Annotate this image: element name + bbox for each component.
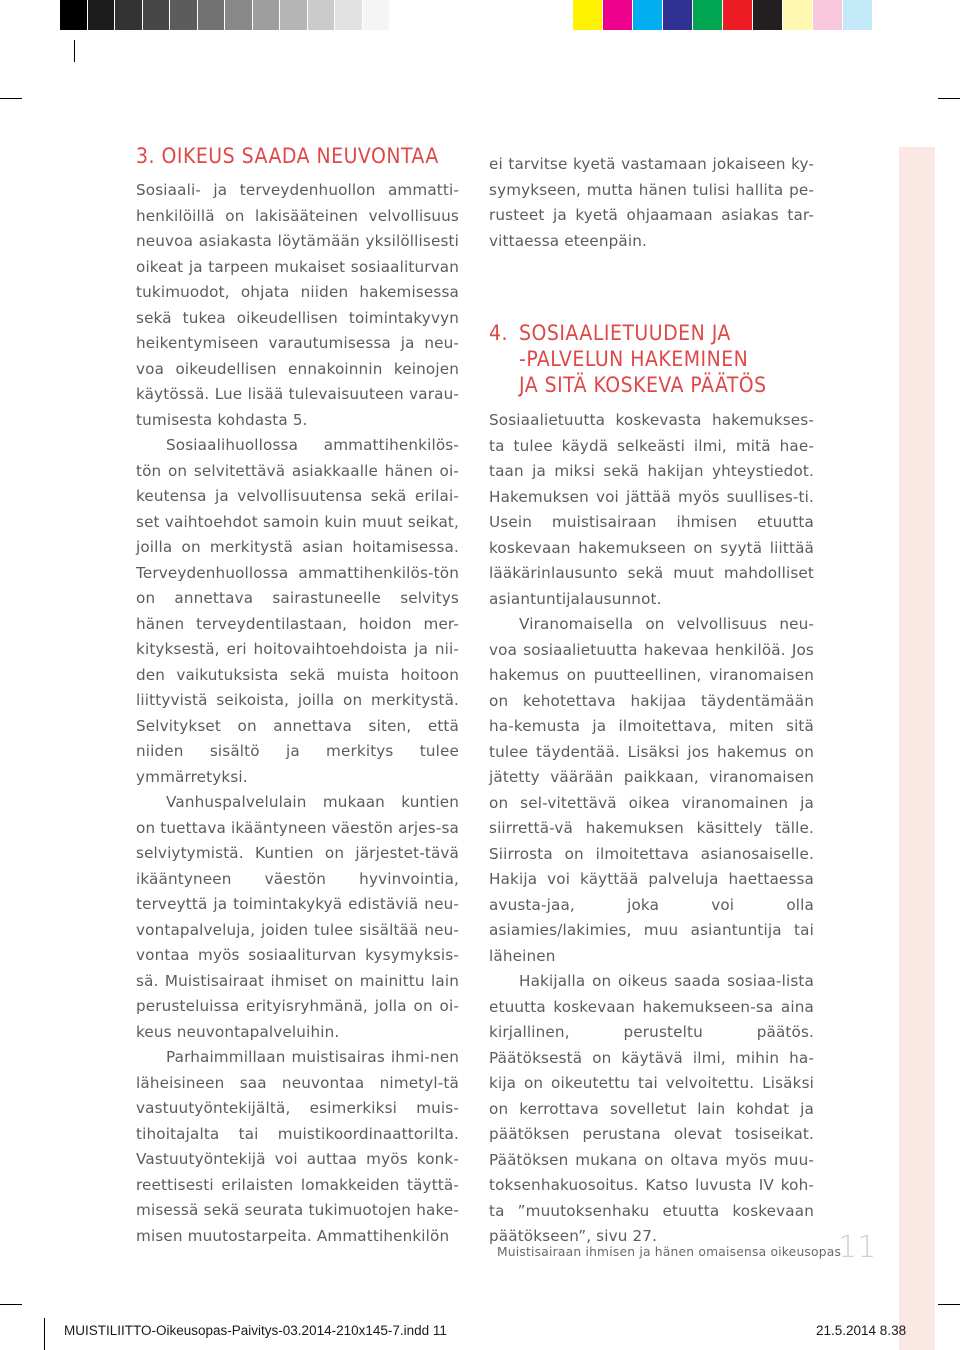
section-3-paragraph: Sosiaalihuollossa ammattihenkilös-tön on selvitettävä asiakkaalle hänen oi-keutensa ja velvollisuutensa sekä erilai-set vaihtoehdot samoin kuin muut seikat, joilla on merkitystä asian hoitamisessa. Terveydenhuollossa ammattihenkilös-tön on annettava sairastuneelle selvitys hänen terveydentilastaan, hoidon mer-kityksestä, eri hoitovaihtoehdoista ja nii-den vaikutuksista sekä muista hoitoon liittyvistä seikoista, joilla on merkitystä. Selvitykset on annettava siten, että niiden sisältö ja merkitys tulee ymmärretyksi. [136,436,459,786]
gray-swatch [308,0,336,30]
section-4-heading-line: -PALVELUN HAKEMINEN [519,347,749,371]
gray-swatch [225,0,253,30]
process-color-bar [573,0,873,30]
side-tab-band [899,147,935,1350]
gray-swatch [60,0,88,30]
section-3-paragraph: Parhaimmillaan muistisairas ihmi-nen läheisineen saa neuvontaa nimetyl-tä vastuutyöntekijältä, esimerkiksi muis-tihoitajalta tai muistikoordinaattorilta. Vastuutyöntekijä voi auttaa myös konk-reettisesti erilaisten lomakkeiden täyttä-misessä sekä seurata tukimuotojen hake-misen muutostarpeita. Ammattihenkilön [136,1048,459,1245]
color-swatch [633,0,663,30]
gray-swatch [88,0,116,30]
section-4-heading [489,320,767,398]
right-column [489,152,814,254]
crop-mark [44,1318,45,1350]
color-swatch [573,0,603,30]
gray-swatch [115,0,143,30]
gray-swatch [363,0,391,30]
color-swatch [663,0,693,30]
gray-swatch [335,0,363,30]
crop-mark [74,40,75,62]
gray-swatch [253,0,281,30]
crop-mark [938,1304,960,1305]
color-swatch [693,0,723,30]
color-swatch [783,0,813,30]
section-3-paragraph: Sosiaali- ja terveydenhuollon ammatti-henkilöillä on lakisääteinen velvollisuus neuvoa asiakasta löytämään yksilöllisesti oikeat ja tarpeen mukaiset sosiaaliturvan tukimuodot, ohjata niiden hakemisessa sekä tukea oikeudellisen toimintakyvyn heikentymiseen varautumisessa ja neu-voa oikeudellisen ennakoinnin keinojen käytössä. Lue lisää tulevaisuuteen varau-tumisesta kohdasta 5. [136,181,459,429]
page-number: 11 [838,1230,877,1265]
section-3-heading: 3. OIKEUS SAADA NEUVONTAA [136,144,439,168]
gray-swatch [198,0,226,30]
crop-mark [0,98,22,99]
color-swatch [813,0,843,30]
section-4-heading-line: SOSIAALIETUUDEN JA [519,321,731,345]
gray-swatch [280,0,308,30]
color-swatch [843,0,873,30]
color-swatch [723,0,753,30]
grayscale-color-bar [60,0,390,30]
gray-swatch [170,0,198,30]
gray-swatch [143,0,171,30]
crop-mark [938,98,960,99]
running-footer-title: Muistisairaan ihmisen ja hänen omaisensa oikeusopas [497,1245,842,1259]
color-swatch [603,0,633,30]
section-3-continuation: ei tarvitse kyetä vastamaan jokaiseen ky-symykseen, mutta hänen tulisi hallita pe-rusteet ja kyetä ohjaamaan asiakas tar-vittaessa eteenpäin. [489,155,814,250]
slug-date: 21.5.2014 8.38 [816,1323,907,1338]
section-3-paragraph: Vanhuspalvelulain mukaan kuntien on tuettava ikääntyneen väestön arjes-sa selviytymistä. Kuntien on järjestet-tävä ikääntyneen väestön hyvinvointia, terveyttä ja toimintakykyä edistäviä neu-vontapalveluja, joiden tulee sisältää neu-vontaa myös sosiaaliturvan kysymyksis-sä. Muistisairaat ihmiset on mainittu lain perusteluissa erityisryhmänä, jolla on oi-keus neuvontapalveluihin. [136,793,459,1041]
section-4-paragraph: Hakijalla on oikeus saada sosiaa-lista etuutta koskevaan hakemukseen-sa aina kirjallinen, perusteltu päätös. Päätöksestä on käytävä ilmi, mihin ha-kija on oikeutettu tai velvoitettu. Lisäksi on kerrottava sovelletut lain kohdat ja päätöksen perustana olevat tosiseikat. Päätöksen mukana on oltava myös muu-toksenhakuosoitus. Katso luvusta IV koh-ta ”muutoksenhaku etuutta koskevaan päätökseen”, sivu 27. [489,972,814,1245]
slug-file-name: MUISTILIITTO-Oikeusopas-Paivitys-03.2014-210x145-7.indd 11 [64,1323,447,1338]
left-column [136,178,459,1249]
crop-mark [0,1304,22,1305]
section-4-number: 4. [489,321,509,345]
color-swatch [753,0,783,30]
section-4-heading-line: JA SITÄ KOSKEVA PÄÄTÖS [519,373,767,397]
section-4-paragraph: Sosiaalietuutta koskevasta hakemukses-ta tulee käydä selkeästi ilmi, mitä hae-taan ja miksi sekä hakijan yhteystiedot. Hakemuksen voi jättää myös suullises-ti. Usein muistisairaan ihmisen etuutta koskevaan hakemukseen on syytä liittää lääkärinlausunto sekä muut mahdolliset asiantuntijalausunnot. [489,411,814,608]
section-4-body [489,408,814,1250]
section-4-paragraph: Viranomaisella on velvollisuus neu-voa sosiaalietuutta hakevaa henkilöä. Jos hakemus on puutteellinen, viranomaisen on kehotettava hakijaa täydentämään ha-kemusta ja ilmoitettava, miten sitä tulee täydentää. Lisäksi jos hakemus on jätetty väärään paikkaan, viranomaisen on sel-vitettävä oikea viranomainen ja siirrettä-vä hakemuksen käsittely tälle. Siirrosta on ilmoitettava asianosaiselle. Hakija voi käyttää palveluja haettaessa avusta-jaa, joka voi olla asiamies/lakimies, muu asiantuntija tai läheinen [489,615,814,965]
